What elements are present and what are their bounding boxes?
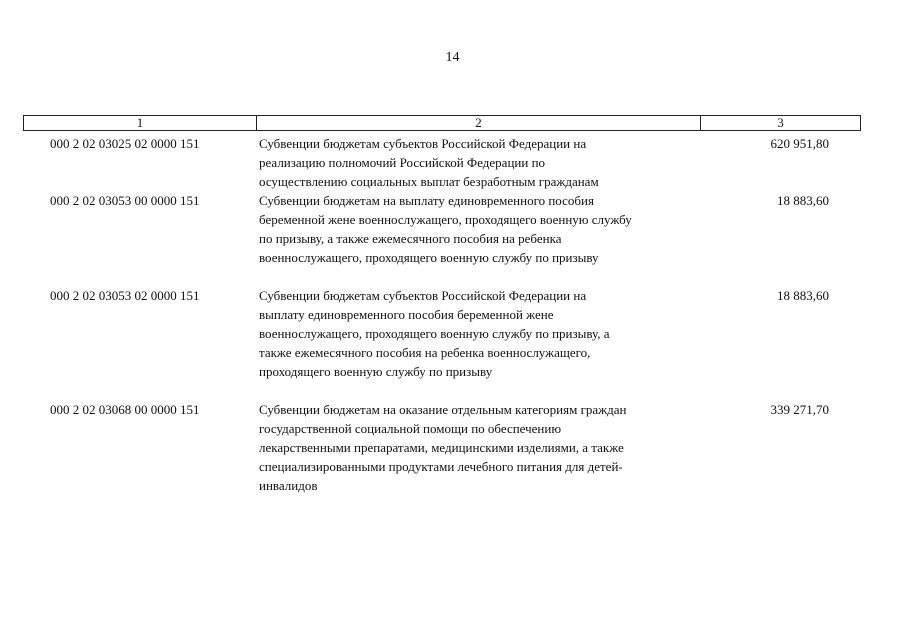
budget-code: 000 2 02 03053 00 0000 151	[50, 193, 200, 208]
description-line: беременной жене военнослужащего, проходящего военную службу	[259, 212, 632, 227]
item-description	[256, 191, 700, 267]
table-row	[23, 286, 861, 381]
budget-code: 000 2 02 03025 02 0000 151	[50, 136, 200, 151]
amount-value: 339 271,70	[770, 402, 829, 417]
amount-value: 18 883,60	[777, 193, 829, 208]
description-line: реализацию полномочий Российской Федерации по	[259, 155, 546, 170]
page-number: 14	[445, 50, 460, 65]
amount-value: 18 883,60	[777, 288, 829, 303]
description-line: специализированными продуктами лечебного питания для детей-	[259, 459, 623, 474]
description-line: Субвенции бюджетам субъектов Российской Федерации на	[259, 288, 587, 303]
item-description	[256, 286, 700, 381]
description-line: проходящего военную службу по призыву	[259, 364, 493, 379]
table-row	[23, 191, 861, 267]
description-line: лекарственными препаратами, медицинскими изделиями, а также	[259, 440, 624, 455]
table-row	[23, 134, 861, 191]
description-line: также ежемесячного пособия на ребенка военнослужащего,	[259, 345, 591, 360]
column-header-3: 3	[777, 115, 784, 130]
description-line: инвалидов	[259, 478, 318, 493]
column-header-1: 1	[24, 116, 257, 130]
description-line: по призыву, а также ежемесячного пособия на ребенка	[259, 231, 562, 246]
budget-code: 000 2 02 03053 02 0000 151	[50, 288, 200, 303]
description-line: Субвенции бюджетам на выплату единовременного пособия	[259, 193, 594, 208]
table-row	[23, 400, 861, 495]
description-line: Субвенции бюджетам на оказание отдельным категориям граждан	[259, 402, 627, 417]
description-line: государственной социальной помощи по обеспечению	[259, 421, 562, 436]
description-line: военнослужащего, проходящего военную службу по призыву, а	[259, 326, 610, 341]
description-line: выплату единовременного пособия беременной жене	[259, 307, 554, 322]
table-body	[23, 134, 861, 495]
table-header	[23, 115, 861, 131]
column-header-2: 2	[257, 116, 701, 130]
item-description	[256, 400, 700, 495]
budget-code: 000 2 02 03068 00 0000 151	[50, 402, 200, 417]
amount-value: 620 951,80	[770, 136, 829, 151]
item-description	[256, 134, 700, 191]
description-line: военнослужащего, проходящего военную службу по призыву	[259, 250, 599, 265]
description-line: Субвенции бюджетам субъектов Российской Федерации на	[259, 136, 587, 151]
description-line: осуществлению социальных выплат безработным гражданам	[259, 174, 599, 189]
